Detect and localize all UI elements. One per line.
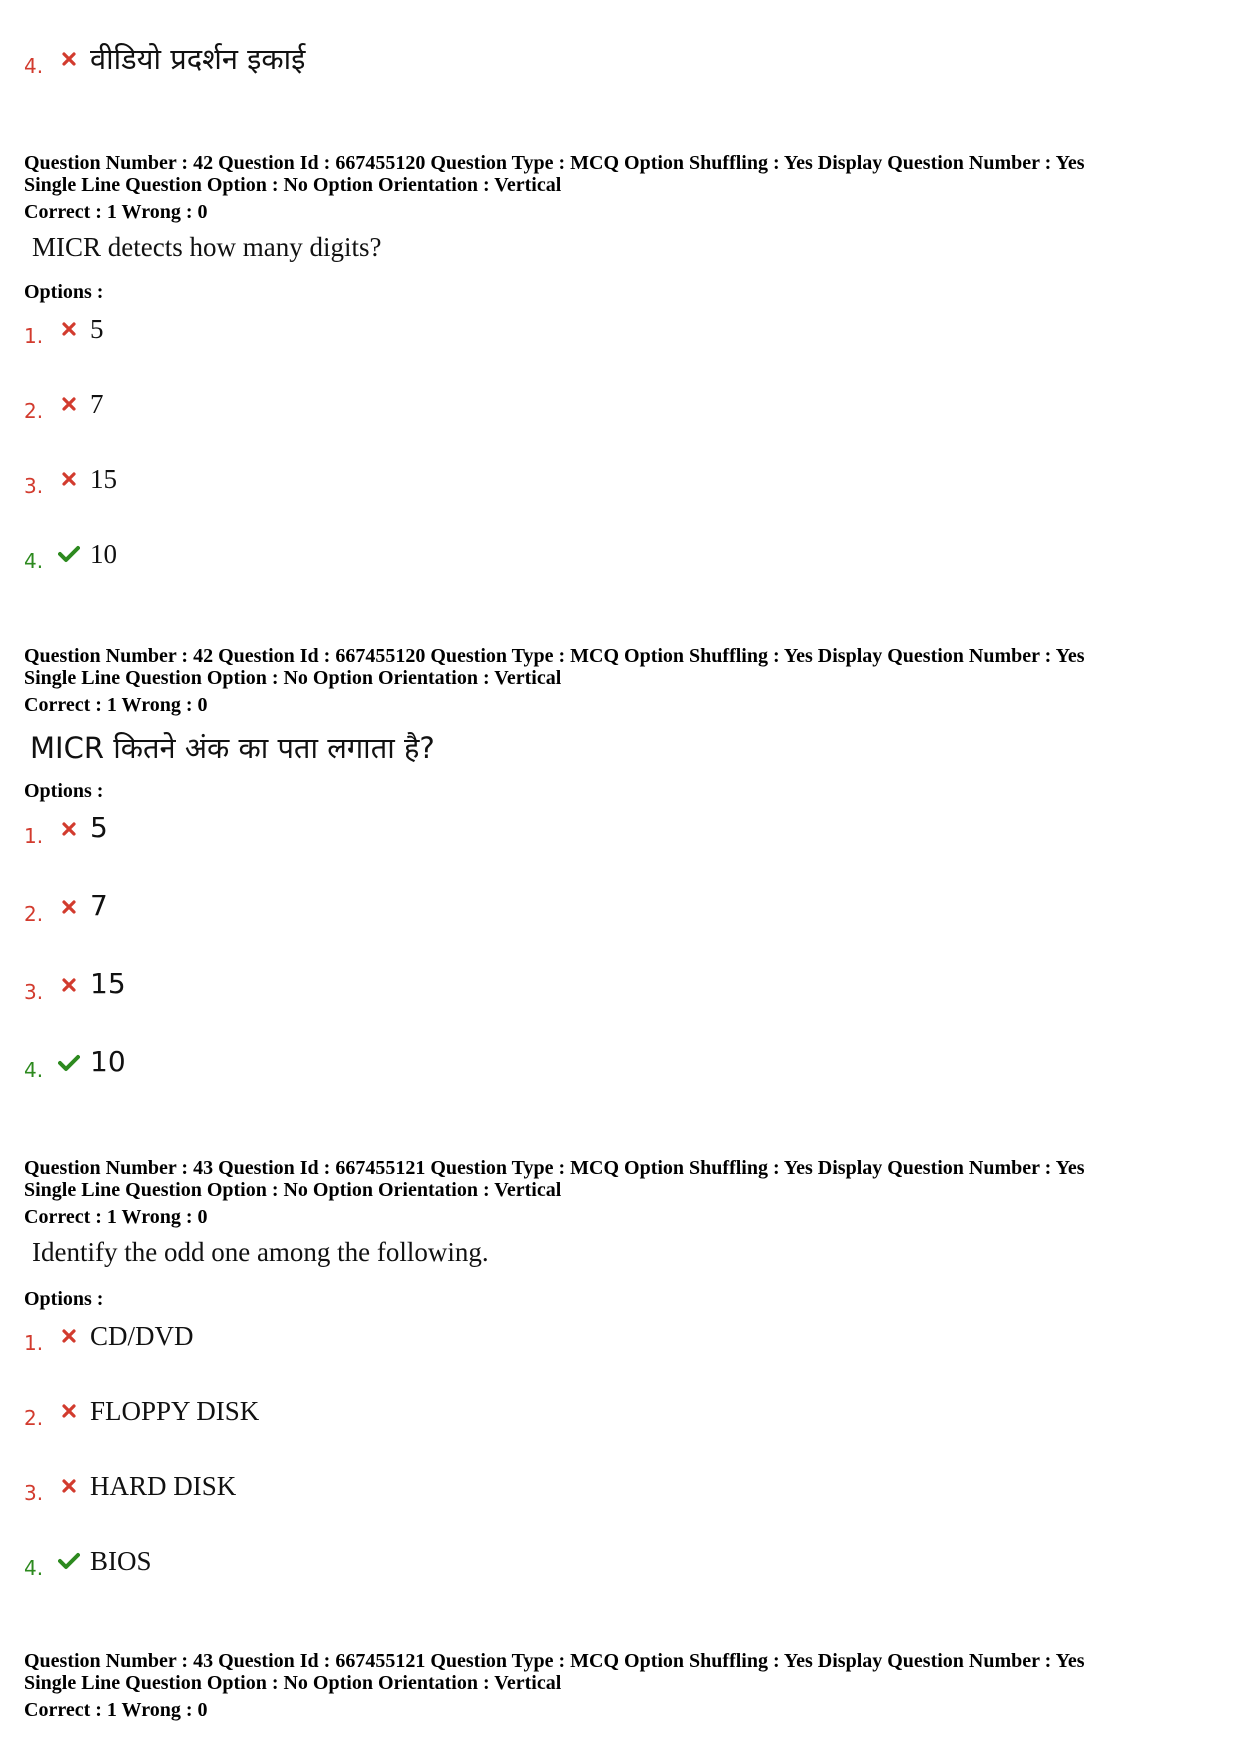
option-1 — [24, 1313, 259, 1353]
question-text: Identify the odd one among the following. — [32, 1237, 489, 1267]
question-text: MICR कितने अंक का पता लगाता है? — [30, 731, 435, 765]
option-text: HARD DISK — [90, 1471, 237, 1501]
options-label: Options : — [24, 780, 104, 802]
option-4 — [24, 1538, 259, 1578]
option-number: 3. — [24, 980, 44, 1004]
option-text: CD/DVD — [90, 1321, 194, 1351]
check-icon — [56, 1046, 82, 1080]
option-number: 3. — [24, 474, 44, 498]
cross-icon — [56, 812, 82, 846]
option-text: 5 — [90, 811, 108, 844]
option-text: 10 — [90, 1045, 126, 1078]
cross-icon — [56, 1394, 82, 1428]
score-line: Correct : 1 Wrong : 0 — [24, 201, 208, 223]
score-line: Correct : 1 Wrong : 0 — [24, 1699, 208, 1721]
cross-icon — [56, 1319, 82, 1353]
option-number: 3. — [24, 1481, 44, 1505]
meta-line-1: Question Number : 42 Question Id : 667455120 Question Type : MCQ Option Shuffling : Yes Display Question Number : Yes — [24, 152, 1085, 174]
option-2 — [24, 381, 117, 421]
cross-icon — [56, 387, 82, 421]
option-2 — [24, 1388, 259, 1428]
option-list — [24, 306, 117, 571]
option-number: 2. — [24, 1406, 44, 1430]
option-list — [24, 806, 126, 1080]
meta-line-2: Single Line Question Option : No Option Orientation : Vertical — [24, 1179, 562, 1201]
meta-line-2: Single Line Question Option : No Option Orientation : Vertical — [24, 1672, 562, 1694]
cross-icon — [56, 890, 82, 924]
option-text: 7 — [90, 389, 104, 419]
cross-icon — [56, 312, 82, 346]
cross-icon — [56, 968, 82, 1002]
options-label: Options : — [24, 1288, 104, 1310]
option-text: 15 — [90, 464, 117, 494]
option-4 — [24, 1040, 126, 1080]
option-1 — [24, 806, 126, 846]
option-4 — [24, 531, 117, 571]
option-number: 4. — [24, 54, 44, 78]
option-number: 2. — [24, 399, 44, 423]
cross-icon — [56, 1469, 82, 1503]
top-option-4 — [24, 36, 305, 76]
option-number: 1. — [24, 324, 44, 348]
score-line: Correct : 1 Wrong : 0 — [24, 694, 208, 716]
option-1 — [24, 306, 117, 346]
question-meta — [24, 645, 1084, 689]
question-meta — [24, 152, 1084, 196]
option-text: 5 — [90, 314, 104, 344]
question-meta — [24, 1650, 1084, 1694]
option-text: 10 — [90, 539, 117, 569]
cross-icon — [56, 462, 82, 496]
option-number: 1. — [24, 1331, 44, 1355]
score-line: Correct : 1 Wrong : 0 — [24, 1206, 208, 1228]
option-3 — [24, 1463, 259, 1503]
meta-line-1: Question Number : 43 Question Id : 667455121 Question Type : MCQ Option Shuffling : Yes Display Question Number : Yes — [24, 1157, 1085, 1179]
option-number: 2. — [24, 902, 44, 926]
option-3 — [24, 456, 117, 496]
meta-line-1: Question Number : 43 Question Id : 667455121 Question Type : MCQ Option Shuffling : Yes Display Question Number : Yes — [24, 1650, 1085, 1672]
option-text: BIOS — [90, 1546, 152, 1576]
option-list — [24, 1313, 259, 1578]
option-number: 1. — [24, 824, 44, 848]
option-number: 4. — [24, 1058, 44, 1082]
question-meta — [24, 1157, 1084, 1201]
option-2 — [24, 884, 126, 924]
check-icon — [56, 1544, 82, 1578]
meta-line-2: Single Line Question Option : No Option Orientation : Vertical — [24, 174, 562, 196]
option-number: 4. — [24, 1556, 44, 1580]
options-label: Options : — [24, 281, 104, 303]
cross-icon — [56, 42, 82, 76]
option-text: FLOPPY DISK — [90, 1396, 260, 1426]
meta-line-1: Question Number : 42 Question Id : 667455120 Question Type : MCQ Option Shuffling : Yes Display Question Number : Yes — [24, 645, 1085, 667]
option-text: 7 — [90, 889, 108, 922]
meta-line-2: Single Line Question Option : No Option Orientation : Vertical — [24, 667, 562, 689]
option-3 — [24, 962, 126, 1002]
option-number: 4. — [24, 549, 44, 573]
option-text: 15 — [90, 967, 126, 1000]
check-icon — [56, 537, 82, 571]
question-text: MICR detects how many digits? — [32, 232, 382, 262]
option-text: वीडियो प्रदर्शन इकाई — [90, 42, 306, 76]
